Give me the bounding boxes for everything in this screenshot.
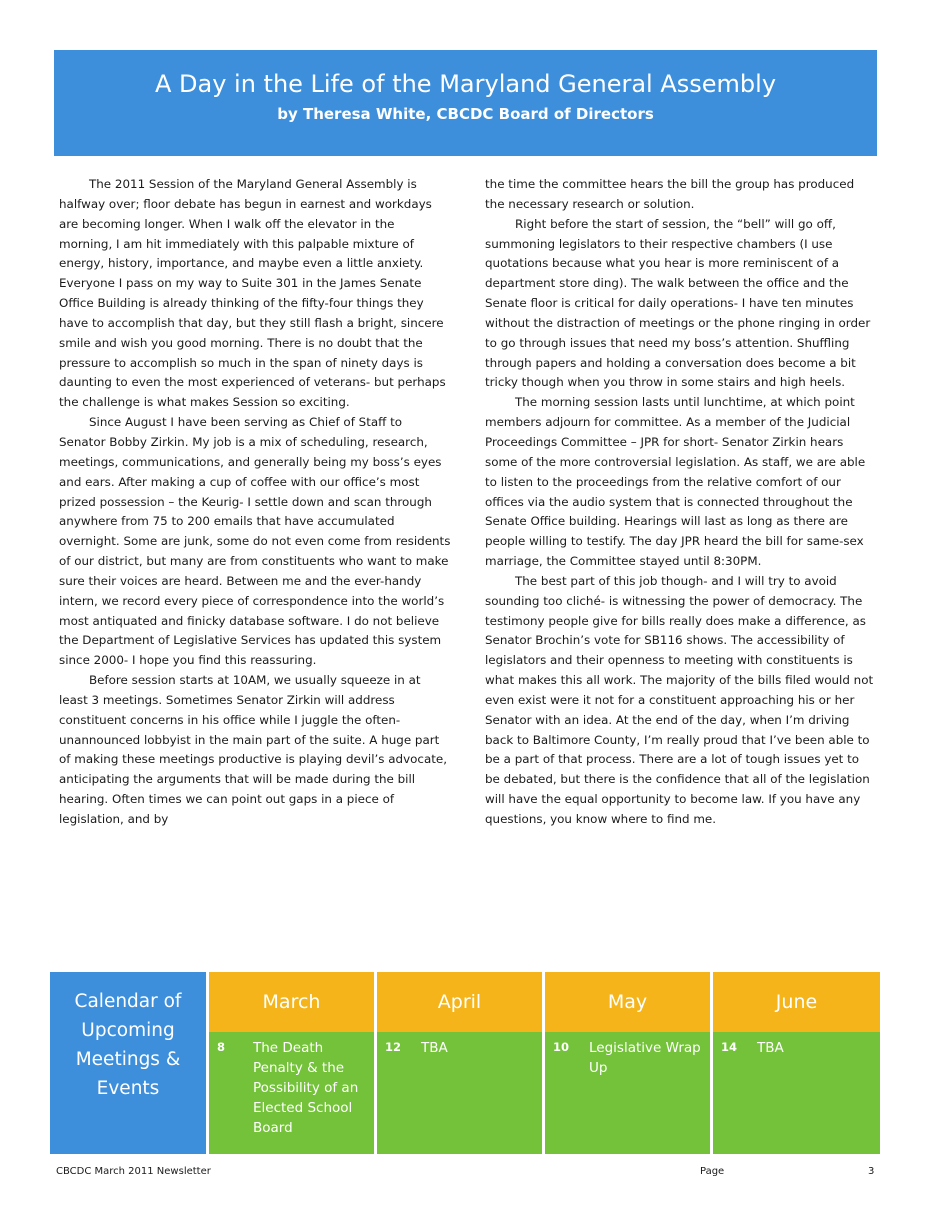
event-title: The Death Penalty & the Possibility of an Elected School Board (253, 1040, 359, 1136)
article-column-left (59, 175, 451, 830)
event-day: 10 (553, 1040, 570, 1054)
article-paragraph: The 2011 Session of the Maryland General Assembly is halfway over; floor debate has begun in earnest and workdays are becoming longer. When I walk off the elevator in the morning, I am hit immediately with this palpable mixture of energy, history, importance, and maybe even a little anxiety. Everyone I pass on my way to Suite 301 in the James Senate Office Building is already thinking of the fifty-four things they have to accomplish that day, but they still flash a bright, sincere smile and wish you good morning. There is no doubt that the pressure to accomplish so much in the span of ninety days is daunting to even the most experienced of veterans- but perhaps the challenge is what makes Session so exciting. (59, 177, 446, 410)
calendar-label-line: Events (96, 1078, 160, 1099)
article-paragraph: The best part of this job though- and I will try to avoid sounding too cliché- is witnessing the power of democracy. The testimony people give for bills really does make a difference, as Senator Brochin’s vote for SB116 shows. The accessibility of legislators and their openness to meeting with constituents is what makes this all work. The majority of the bills filed would not even exist were it not for a constituent approaching his or her Senator with an idea. At the end of the day, when I’m driving back to Baltimore County, I’m really proud that I’ve been able to be a part of that process. There are a lot of tough issues yet to be debated, but there is the confidence that all of the legislation will have the equal opportunity to become law. If you have any questions, you know where to find me. (485, 573, 874, 826)
event-day: 12 (385, 1040, 402, 1054)
calendar-month-march: March (209, 972, 374, 1032)
calendar-event-may (545, 1032, 710, 1154)
article-paragraph: Since August I have been serving as Chief of Staff to Senator Bobby Zirkin. My job is a mix of scheduling, research, meetings, communications, and generally being my boss’s eyes and ears. After making a cup of coffee with our office’s most prized possession – the Keurig- I settle down and scan through anywhere from 75 to 200 emails that have accumulated overnight. Some are junk, some do not even come from residents of our district, but many are from constituents who want to make sure their voices are heard. Between me and the ever-handy intern, we record every piece of correspondence into the world’s most antiquated and finicky database software. I do not believe the Department of Legislative Services has updated this system since 2000- I hope you find this reassuring. (59, 415, 451, 668)
calendar-label (50, 972, 206, 1154)
event-title: Legislative Wrap Up (589, 1040, 701, 1076)
event-title: TBA (757, 1040, 784, 1056)
event-day: 14 (721, 1040, 738, 1054)
article-byline: by Theresa White, CBCDC Board of Directors (277, 105, 654, 123)
article-paragraph-continued: the time the committee hears the bill the group has produced the necessary research or solution. (485, 177, 855, 211)
event-day: 8 (217, 1040, 226, 1054)
calendar-label-line: Calendar of (74, 991, 182, 1012)
footer-page-number: 3 (868, 1166, 875, 1177)
article-column-right (485, 175, 877, 830)
calendar-event-june (713, 1032, 880, 1154)
calendar-month-may: May (545, 972, 710, 1032)
calendar-month-june: June (713, 972, 880, 1032)
article-paragraph: The morning session lasts until lunchtime, at which point members adjourn for committee. As a member of the Judicial Proceedings Committee – JPR for short- Senator Zirkin hears some of the more controversial legislation. As staff, we are able to listen to the proceedings from the relative comfort of our offices via the audio system that is connected throughout the Senate Office building. Hearings will last as long as there are people willing to testify. The day JPR heard the bill for same-sex marriage, the Committee stayed until 8:30PM. (485, 395, 866, 569)
article-paragraph: Before session starts at 10AM, we usually squeeze in at least 3 meetings. Sometimes Senator Zirkin will address constituent concerns in his office while I juggle the often-unannounced lobbyist in the main part of the suite. A huge part of making these meetings productive is playing devil’s advocate, anticipating the arguments that will be made during the bill hearing. Often times we can point out gaps in a piece of legislation, and by (59, 673, 447, 826)
article-header (54, 50, 877, 156)
calendar-label-line: Meetings & (75, 1049, 181, 1070)
article-paragraph: Right before the start of session, the “bell” will go off, summoning legislators to their respective chambers (I use quotations because what you hear is more reminiscent of a department store ding). The walk between the office and the Senate floor is critical for daily operations- I have ten minutes without the distraction of meetings or the phone ringing in order to go through issues that need my boss’s attention. Shuffling through papers and holding a conversation does become a bit tricky though when you throw in some stairs and high heels. (485, 216, 871, 390)
calendar-event-march (209, 1032, 374, 1154)
footer-newsletter-name: CBCDC March 2011 Newsletter (56, 1166, 211, 1177)
footer-page-label: Page (700, 1166, 725, 1177)
calendar-event-april (377, 1032, 542, 1154)
calendar-label-line: Upcoming (81, 1020, 175, 1041)
article-title: A Day in the Life of the Maryland General Assembly (154, 70, 777, 98)
event-title: TBA (421, 1040, 448, 1056)
calendar-month-april: April (377, 972, 542, 1032)
